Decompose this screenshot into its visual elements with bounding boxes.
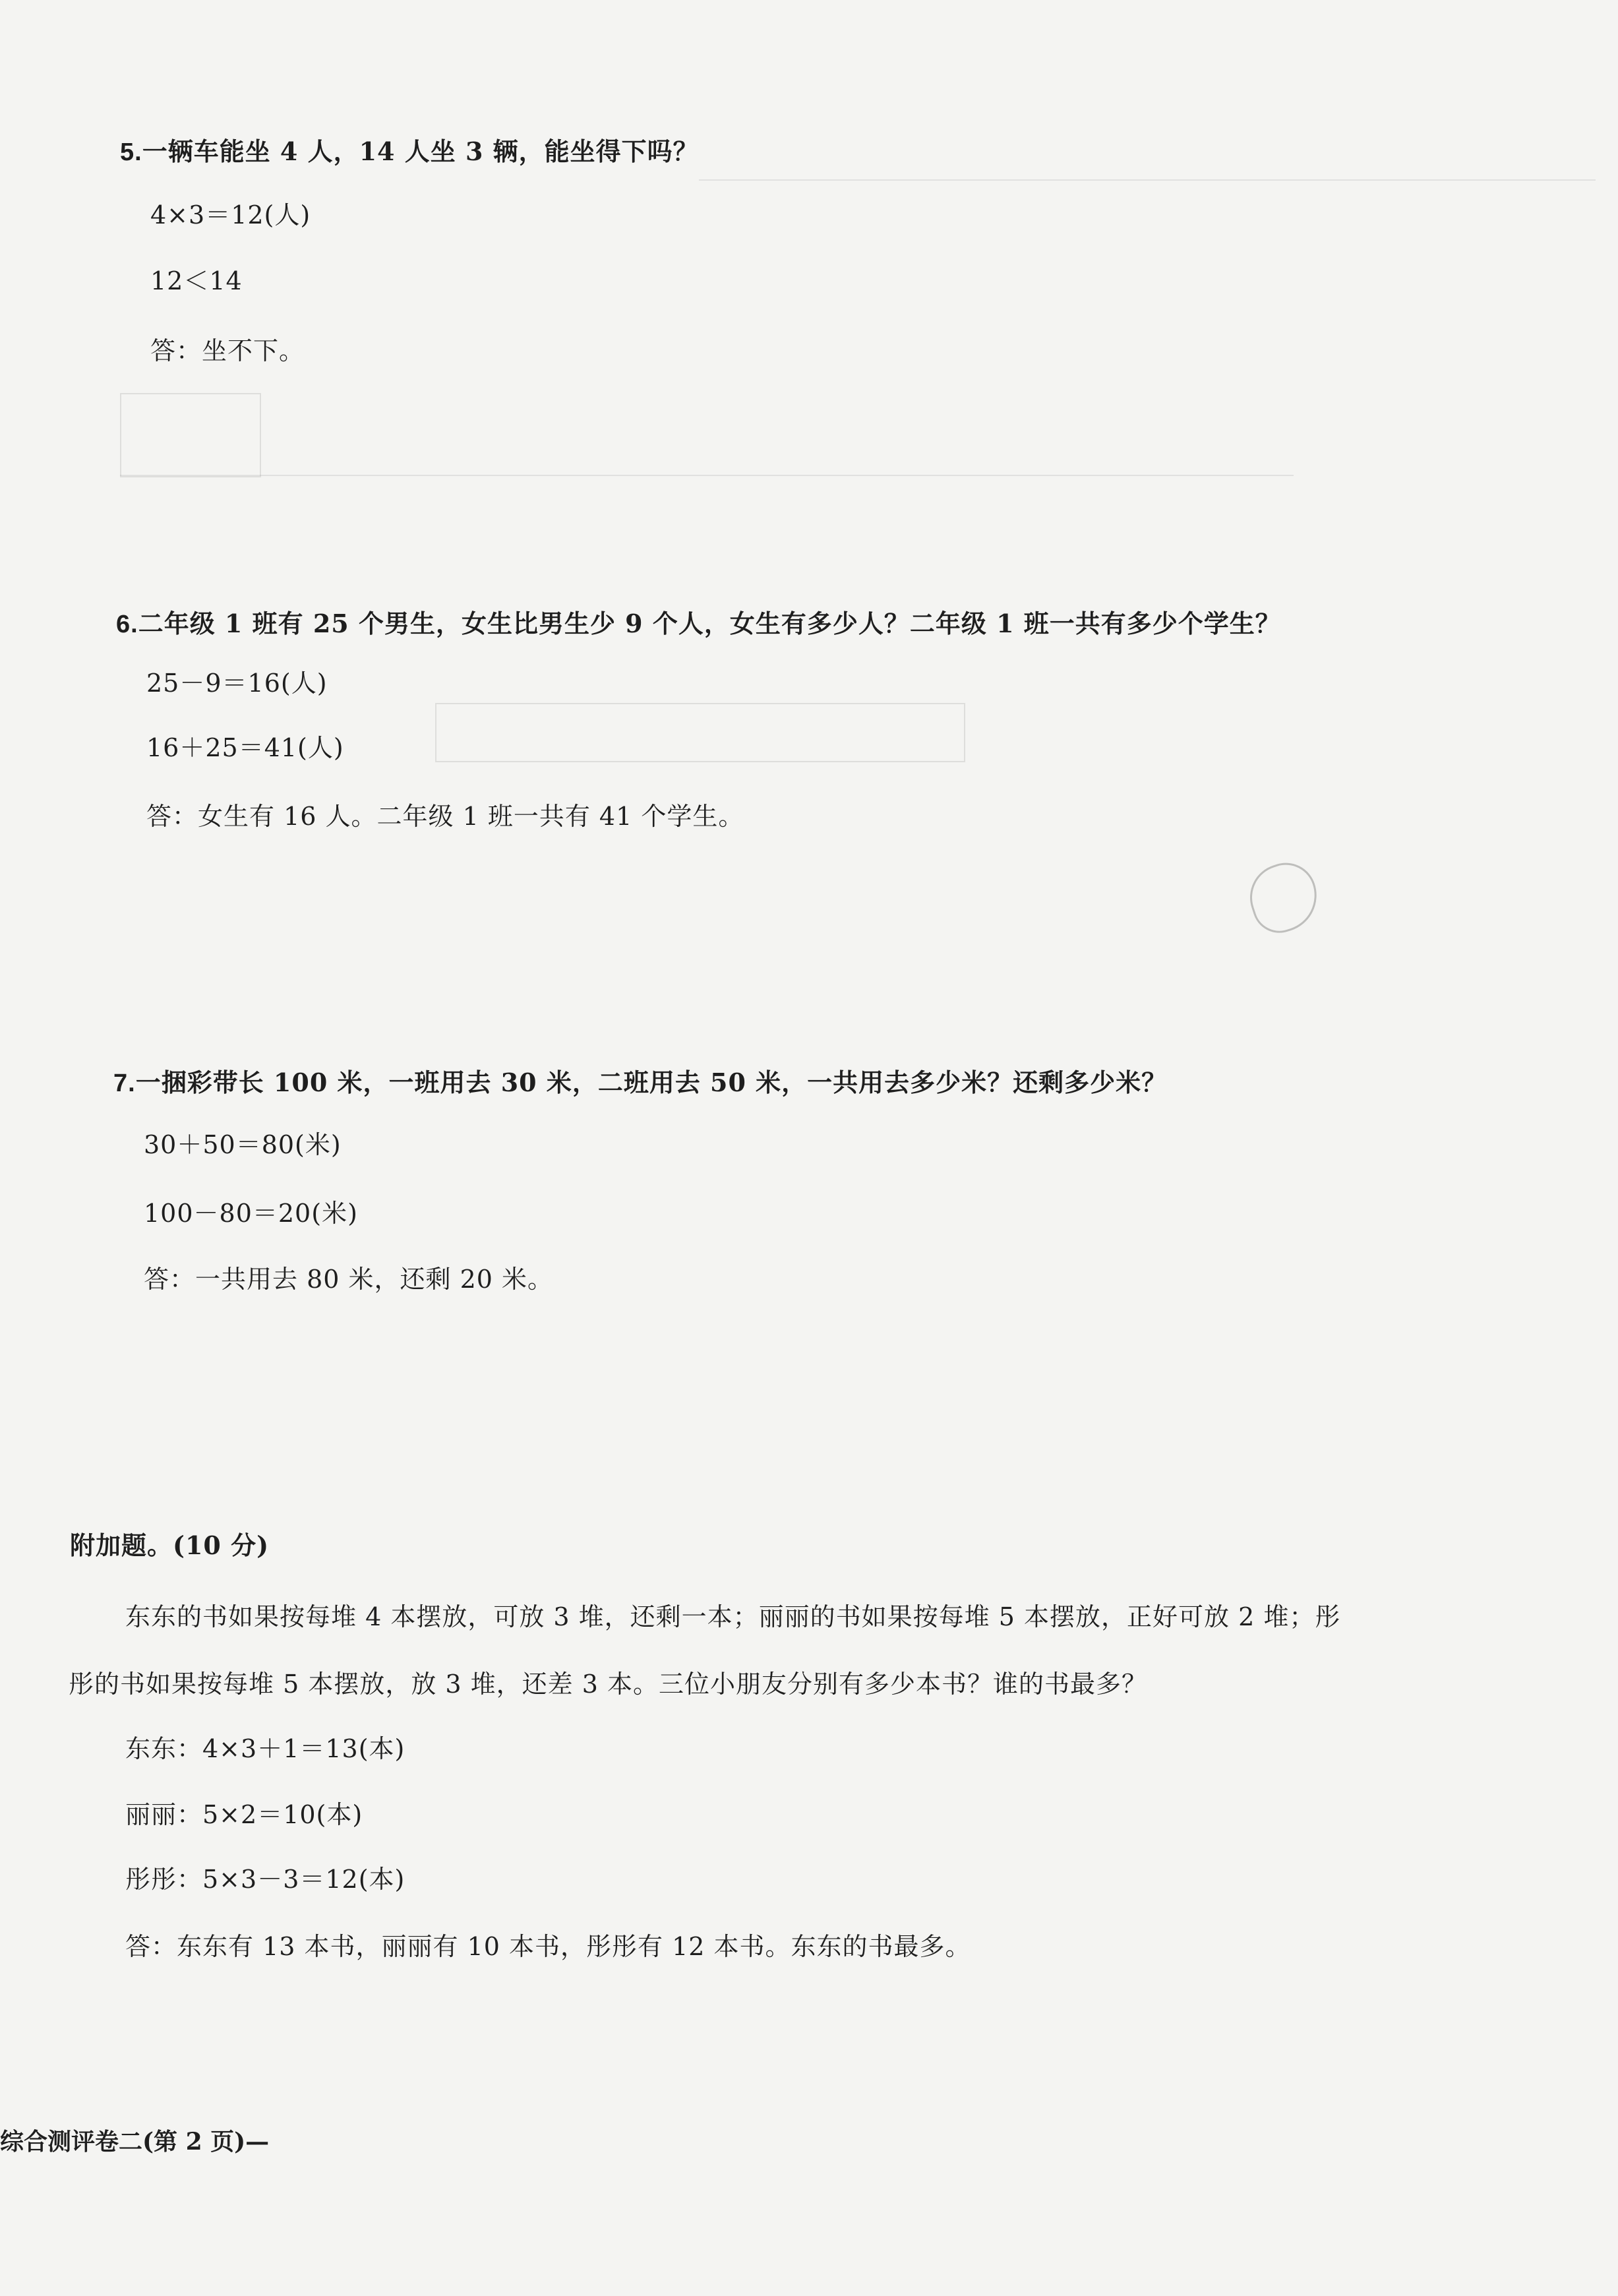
- question-text: 一捆彩带长 100 米，一班用去 30 米，二班用去 50 米，一共用去多少米？还剩多少米？: [135, 1068, 1168, 1097]
- question-7-work-line: 100－80＝20(米): [144, 1199, 358, 1228]
- extra-question-work-line: 彤彤：5×3－3＝12(本): [125, 1865, 405, 1894]
- question-6-work-line: 16＋25＝41(人): [146, 733, 344, 762]
- extra-question-prompt-line-2: 彤的书如果按每堆 5 本摆放，放 3 堆，还差 3 本。三位小朋友分别有多少本书？谁的书最多？: [69, 1670, 1148, 1699]
- question-7-answer: 答：一共用去 80 米，还剩 20 米。: [144, 1265, 554, 1294]
- question-5-work-line: 4×3＝12(人): [150, 200, 311, 229]
- page-footer: 综合测评卷二(第 2 页)—: [0, 2128, 270, 2156]
- question-6-prompt: [116, 608, 1281, 640]
- bleed-stamp-mark: [1242, 855, 1327, 940]
- bleed-line: [699, 179, 1596, 181]
- question-5-prompt: [120, 136, 699, 168]
- question-6-answer: 答：女生有 16 人。二年级 1 班一共有 41 个学生。: [146, 802, 744, 831]
- question-7-prompt: [113, 1067, 1167, 1099]
- question-number: 6.: [116, 611, 138, 638]
- question-5-answer: 答：坐不下。: [150, 336, 305, 365]
- question-6-work-line: 25－9＝16(人): [146, 669, 328, 698]
- extra-question-work-line: 东东：4×3＋1＝13(本): [125, 1734, 405, 1763]
- extra-question-answer: 答：东东有 13 本书，丽丽有 10 本书，彤彤有 12 本书。东东的书最多。: [125, 1932, 971, 1961]
- question-number: 5.: [120, 138, 142, 166]
- question-7-work-line: 30＋50＝80(米): [144, 1130, 342, 1159]
- question-number: 7.: [113, 1070, 136, 1097]
- question-text: 二年级 1 班有 25 个男生，女生比男生少 9 个人，女生有多少人？二年级 1 班一共有多少个学生？: [138, 609, 1281, 638]
- extra-question-work-line: 丽丽：5×2＝10(本): [125, 1800, 363, 1829]
- bleed-line: [120, 475, 1294, 476]
- question-5-work-line: 12＜14: [150, 266, 243, 295]
- extra-question-heading: 附加题。(10 分): [70, 1530, 270, 1560]
- bleed-box: [435, 703, 965, 762]
- bleed-box: [120, 393, 261, 477]
- question-text: 一辆车能坐 4 人，14 人坐 3 辆，能坐得下吗？: [142, 136, 699, 166]
- extra-question-prompt-line-1: 东东的书如果按每堆 4 本摆放，可放 3 堆，还剩一本；丽丽的书如果按每堆 5 本摆放，正好可放 2 堆；彤: [125, 1602, 1341, 1631]
